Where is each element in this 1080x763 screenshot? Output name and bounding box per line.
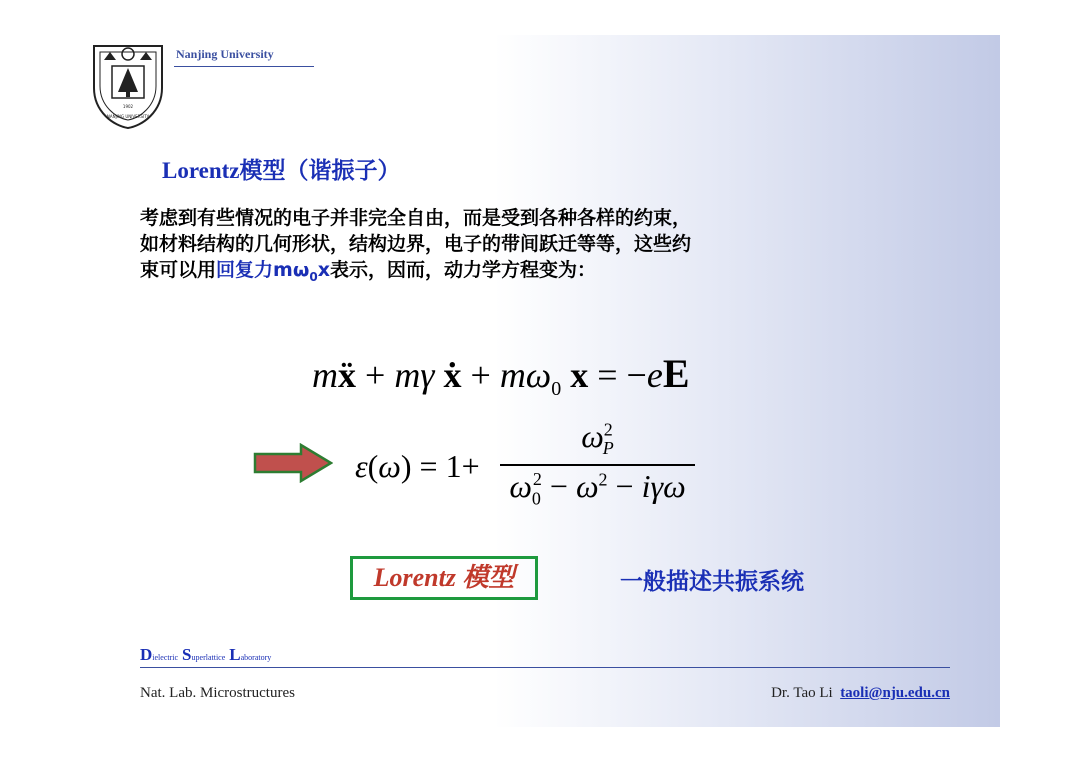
email-link[interactable]: taoli@nju.edu.cn [840, 685, 950, 701]
body-line-1: 考虑到有些情况的电子并非完全自由，而是受到各种各样的约束， [140, 207, 692, 229]
slide-title: Lorentz模型（谐振子） [162, 158, 401, 183]
header-underline [174, 66, 314, 67]
footer-lab-name: Nat. Lab. Microstructures [140, 685, 295, 701]
lab-abbreviation: Dielectric Superlattice Laboratory [140, 645, 272, 664]
footer-divider [140, 667, 950, 668]
body-line-3: 束可以用回复力$m\omega_0x$表示，因而，动力学方程变为： [140, 259, 596, 284]
equation-of-motion: mẍ + mγ ẋ + $m\omega_0$ x = −eE [312, 351, 690, 400]
body-line-2: 如材料结构的几何形状，结构边界，电子的带间跃迁等等，这些约 [140, 233, 692, 255]
lorentz-model-label-box: Lorentz 模型 [350, 556, 538, 600]
university-name: Nanjing University [176, 47, 274, 61]
footer-contact [771, 685, 950, 702]
svg-text:NANJING UNIVERSITY: NANJING UNIVERSITY [106, 114, 150, 119]
resonance-note: 一般描述共振系统 [620, 569, 804, 595]
svg-text:1902: 1902 [122, 104, 134, 109]
right-arrow-icon [253, 443, 333, 483]
fraction: $\omega^2_P$ $\omega_0^2 - \omega^2 - i\gamma\omega$ [500, 418, 695, 509]
body-text [140, 205, 920, 290]
restoring-force-highlight: 回复力$m\omega_0x$ [216, 259, 330, 284]
footer-author: Dr. Tao Li [771, 685, 833, 701]
university-seal-icon [90, 40, 166, 130]
